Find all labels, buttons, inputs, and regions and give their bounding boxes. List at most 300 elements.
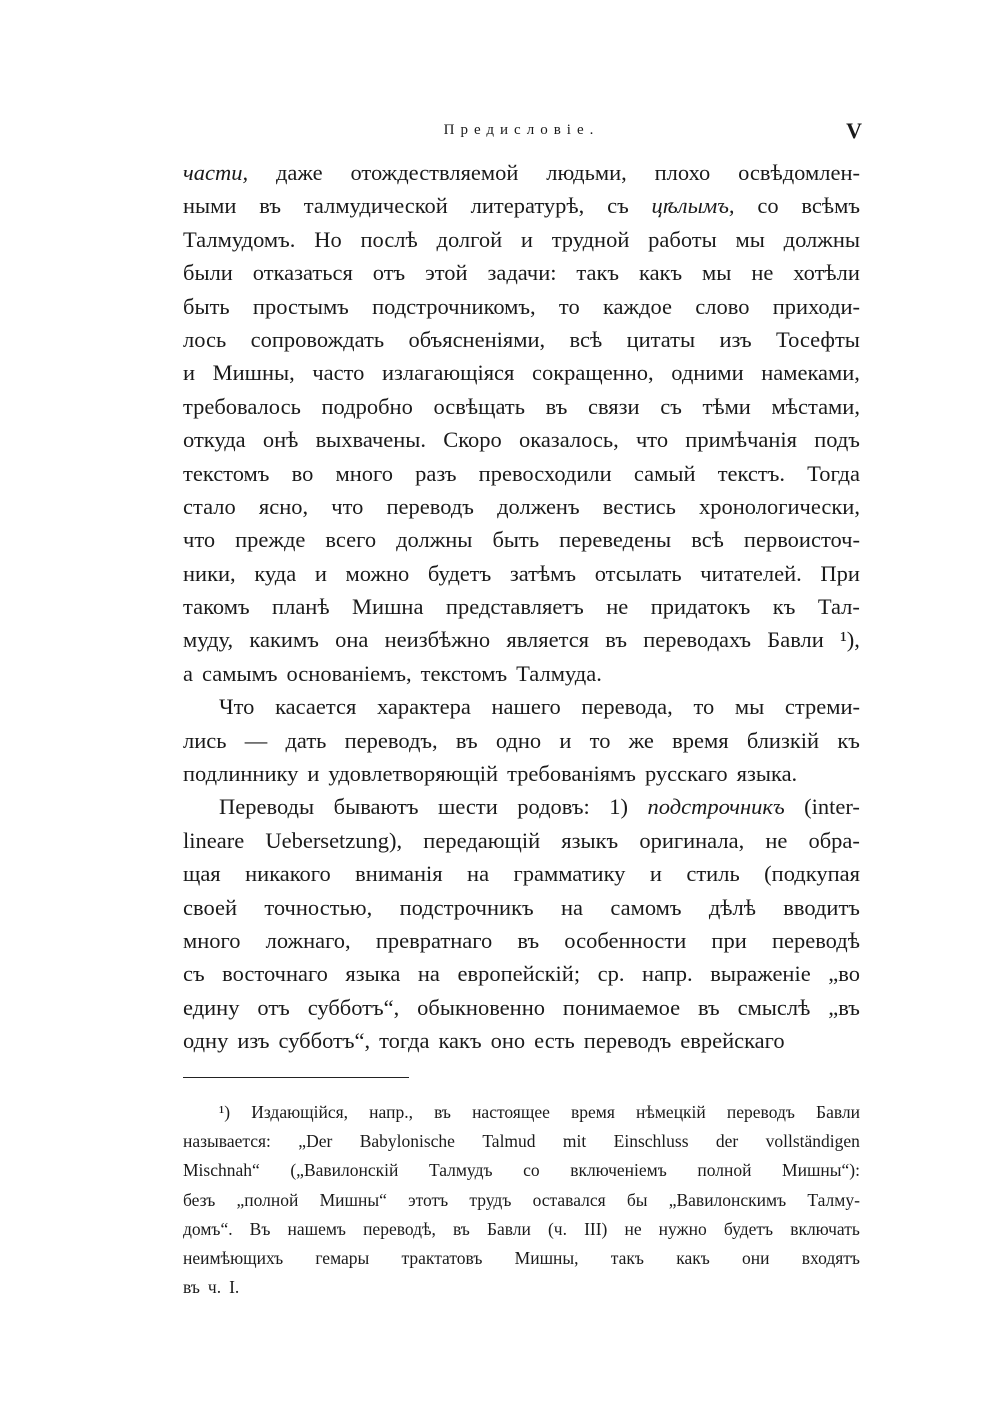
word: текстомъ	[183, 460, 270, 486]
word: понимаемое	[562, 994, 681, 1020]
word: 1)	[609, 794, 629, 820]
word: есть	[534, 1028, 575, 1054]
word: не	[624, 1218, 642, 1239]
word: куда	[254, 560, 297, 586]
text-line	[183, 657, 860, 690]
word: русскаго	[644, 761, 728, 787]
word: Талму-	[807, 1189, 860, 1210]
running-head	[183, 120, 860, 144]
word: mit	[562, 1131, 587, 1152]
word: выхвачены.	[315, 427, 427, 453]
word: самомъ	[610, 894, 682, 920]
word: оно	[490, 1028, 526, 1054]
word: и	[649, 861, 662, 887]
word: мы	[702, 260, 732, 286]
word: Тал-	[817, 594, 860, 620]
word: одними	[671, 360, 744, 386]
word: подробно	[321, 393, 413, 419]
word: —	[244, 727, 268, 753]
word: дать	[285, 727, 327, 753]
word: безъ	[183, 1189, 216, 1210]
word: переводъ,	[344, 727, 438, 753]
word: входятъ	[801, 1247, 860, 1268]
word: простымъ	[252, 293, 349, 319]
word: напр.	[642, 961, 693, 987]
word: то	[693, 694, 715, 720]
text-line	[183, 189, 860, 222]
word: „Вавилонскимъ	[668, 1189, 787, 1210]
word: ясно,	[258, 493, 309, 519]
text-line	[183, 1024, 860, 1057]
word: въ	[605, 627, 627, 653]
word: много	[183, 927, 241, 953]
word: цитаты	[626, 326, 696, 352]
text-line	[183, 790, 860, 823]
word: При	[820, 560, 860, 586]
word: выраженіе	[710, 961, 811, 987]
word: задачи:	[487, 260, 557, 286]
word: Тогда	[807, 460, 860, 486]
word: текстомъ	[420, 660, 508, 686]
word: обыкновенно	[417, 994, 546, 1020]
word: и	[314, 560, 327, 586]
word: языка.	[736, 761, 798, 787]
word: разъ	[415, 460, 457, 486]
word: ники,	[183, 560, 236, 586]
word: субботъ“,	[307, 994, 400, 1020]
text-line	[183, 156, 860, 189]
word: не	[606, 594, 629, 620]
word: передающій	[423, 827, 541, 853]
word: (ч.	[547, 1218, 567, 1239]
word: трактатовъ	[401, 1247, 483, 1268]
word: сокращенно,	[531, 360, 654, 386]
word: цѣлымъ,	[651, 193, 735, 219]
word: они	[742, 1247, 770, 1268]
word: время	[672, 727, 729, 753]
word: первоисточ-	[743, 527, 860, 553]
word: своей	[183, 894, 238, 920]
word: называется:	[183, 1131, 271, 1152]
word: Но	[314, 226, 342, 252]
word: близкій	[746, 727, 820, 753]
text-line	[183, 323, 860, 356]
word: были	[183, 260, 233, 286]
word: хотѣли	[793, 260, 860, 286]
word: „полной	[236, 1189, 299, 1210]
word: нашемъ	[287, 1218, 346, 1239]
word: „Der	[298, 1131, 333, 1152]
text-line	[183, 290, 860, 323]
word: отъ	[372, 260, 406, 286]
word: касается	[275, 694, 357, 720]
word: „во	[828, 961, 860, 987]
word: Талмудъ	[428, 1160, 493, 1181]
word: является	[506, 627, 590, 653]
word: сопровождать	[250, 326, 385, 352]
word: мы	[734, 694, 765, 720]
word: грамматику	[513, 861, 626, 887]
word: подстрочникомъ,	[372, 293, 536, 319]
word: требовалось	[183, 393, 301, 419]
word: подлиннику	[183, 761, 299, 787]
word: бы	[626, 1189, 648, 1210]
text-line	[183, 457, 860, 490]
word: въ	[259, 193, 281, 219]
word: на	[417, 961, 440, 987]
word: литературѣ,	[470, 193, 585, 219]
word: Мишна	[352, 594, 424, 620]
word: нужно	[658, 1218, 707, 1239]
word: восточнаго	[222, 961, 328, 987]
word: и	[307, 761, 320, 787]
word: послѣ	[360, 226, 418, 252]
word: объясненіями,	[408, 326, 546, 352]
word: всѣ	[569, 326, 603, 352]
word: что	[635, 427, 669, 453]
word: Мишны,	[514, 1247, 579, 1268]
word: едину	[183, 994, 240, 1020]
word: III)	[584, 1218, 608, 1239]
word: примѣчанія	[685, 427, 798, 453]
word: самый	[633, 460, 696, 486]
word: трудной	[551, 226, 630, 252]
word: настоящее	[472, 1102, 550, 1122]
word: этотъ	[408, 1189, 449, 1210]
word: ч.	[207, 1277, 222, 1298]
word: читателей.	[700, 560, 802, 586]
word: изъ	[719, 326, 752, 352]
word: такъ	[610, 1247, 644, 1268]
text-line	[183, 557, 860, 590]
word: со	[757, 193, 779, 219]
word: включеніемъ	[570, 1160, 667, 1181]
word: Бавли	[816, 1102, 860, 1122]
word: самымъ	[202, 660, 278, 686]
word: онѣ	[262, 427, 299, 453]
word: даже	[275, 160, 323, 185]
word: людьми,	[546, 160, 627, 185]
text-line	[183, 423, 860, 456]
word: ными	[183, 193, 237, 219]
word: одно	[495, 727, 542, 753]
word: Uebersetzung),	[265, 827, 403, 853]
word: долгой	[436, 226, 503, 252]
word: щая	[183, 861, 221, 887]
word: неимѣющихъ	[183, 1247, 284, 1268]
word: ¹)	[219, 1102, 231, 1122]
word: Переводы	[219, 794, 315, 820]
word: время	[570, 1102, 615, 1122]
word: („Вавилонскій	[290, 1160, 399, 1181]
word: требованіямъ	[507, 761, 636, 787]
word: подстрочникъ	[647, 794, 785, 820]
word: должны	[396, 527, 473, 553]
word: намеками,	[761, 360, 860, 386]
word: Babylonische	[359, 1131, 455, 1152]
word: быть	[183, 293, 230, 319]
word: субботъ“,	[278, 1028, 371, 1054]
word: части,	[183, 160, 249, 185]
word: языкъ	[561, 827, 619, 853]
word: переводѣ	[771, 927, 860, 953]
footnote-line	[183, 1273, 860, 1302]
word: долженъ	[497, 493, 580, 519]
word: въ	[517, 927, 540, 953]
word: связи	[587, 393, 640, 419]
word: и	[559, 727, 572, 753]
word: Мишны“	[319, 1189, 387, 1210]
word: смыслѣ	[737, 994, 811, 1020]
text-line	[183, 590, 860, 623]
word: во	[291, 460, 314, 486]
word: освѣдомлен-	[738, 160, 860, 185]
word: Einschluss	[613, 1131, 689, 1152]
word: отъ	[257, 994, 290, 1020]
word: не	[751, 260, 774, 286]
word: Талмудомъ.	[183, 226, 296, 252]
word: быть	[492, 527, 540, 553]
word: переводъ	[726, 1102, 795, 1122]
text-line	[183, 957, 860, 990]
footnotes	[183, 1098, 860, 1302]
word: не	[765, 827, 788, 853]
word: можно	[345, 560, 410, 586]
word: муду,	[183, 627, 234, 653]
word: обра-	[808, 827, 860, 853]
word: каждое	[602, 293, 673, 319]
word: оригинала,	[639, 827, 745, 853]
word: (подкупая	[764, 861, 860, 887]
text-line	[183, 356, 860, 389]
word: часто	[312, 360, 365, 386]
word: лось	[183, 326, 227, 352]
word: изъ	[237, 1028, 270, 1054]
word: оставался	[532, 1189, 606, 1210]
word: отождествляемой	[350, 160, 519, 185]
word: же	[628, 727, 654, 753]
word: что	[331, 493, 364, 519]
footnote-line	[183, 1156, 860, 1185]
word: при	[711, 927, 747, 953]
word: а	[183, 660, 193, 686]
word: переведены	[559, 527, 672, 553]
word: подъ	[814, 427, 860, 453]
word: стало	[183, 493, 236, 519]
word: прежде	[235, 527, 306, 553]
word: европейскій;	[457, 961, 581, 987]
word: будетъ	[723, 1218, 774, 1239]
text-line	[183, 724, 860, 757]
word: въ	[545, 393, 568, 419]
word: Издающійся,	[251, 1102, 349, 1122]
word: мѣстами,	[771, 393, 860, 419]
word: одну	[183, 1028, 229, 1054]
word: въ	[455, 727, 478, 753]
word: къ	[837, 727, 860, 753]
word: и	[520, 226, 533, 252]
text-line	[183, 623, 860, 656]
word: вестись	[602, 493, 676, 519]
word: будетъ	[427, 560, 492, 586]
word: стреми-	[784, 694, 860, 720]
word: ложнаго,	[265, 927, 351, 953]
text-line	[183, 223, 860, 256]
word: Mischnah“	[183, 1160, 260, 1181]
word: Талмуда.	[516, 660, 602, 686]
word: какимъ	[249, 627, 319, 653]
word: освѣщать	[433, 393, 525, 419]
word: Мишны,	[212, 360, 295, 386]
word: слово	[695, 293, 750, 319]
text-line	[183, 523, 860, 556]
word: тѣми	[702, 393, 751, 419]
word: домъ“.	[183, 1218, 233, 1239]
word: бываютъ	[333, 794, 419, 820]
word: неизбѣжно	[384, 627, 491, 653]
word: der	[715, 1131, 739, 1152]
word: тогда	[379, 1028, 430, 1054]
word: превратнаго	[375, 927, 493, 953]
word: шести	[438, 794, 498, 820]
word: отсылать	[594, 560, 682, 586]
footnote-rule	[183, 1077, 409, 1078]
word: Скоро	[443, 427, 502, 453]
word: (inter-	[804, 794, 860, 820]
word: на	[560, 894, 583, 920]
word: подстрочникъ	[399, 894, 534, 920]
word: полной	[697, 1160, 752, 1181]
word: Въ	[249, 1218, 271, 1239]
word: характера	[376, 694, 471, 720]
word: лись	[183, 727, 227, 753]
text-line	[183, 690, 860, 723]
word: I.	[229, 1277, 240, 1298]
word: талмудической	[303, 193, 448, 219]
word: удовлетворяющій	[328, 761, 499, 787]
text-line	[183, 390, 860, 423]
word: этой	[425, 260, 468, 286]
word: lineare	[183, 827, 245, 853]
word: планѣ	[272, 594, 330, 620]
footnote-line	[183, 1186, 860, 1215]
word: Что	[219, 694, 255, 720]
text-line	[183, 490, 860, 523]
page-number: V	[846, 118, 862, 143]
word: включать	[790, 1218, 860, 1239]
word: никакого	[245, 861, 331, 887]
word: придатокъ	[650, 594, 751, 620]
text-line	[183, 924, 860, 957]
word: превосходили	[478, 460, 612, 486]
text-line	[183, 991, 860, 1024]
word: въ	[452, 1218, 470, 1239]
word: работы	[648, 226, 717, 252]
word: въ	[697, 994, 720, 1020]
word: какъ	[676, 1247, 710, 1268]
word: въ	[183, 1277, 200, 1298]
word: „въ	[828, 994, 860, 1020]
text-line	[183, 256, 860, 289]
word: что	[183, 527, 216, 553]
word: отказаться	[252, 260, 353, 286]
word: къ	[772, 594, 796, 620]
word: всѣ	[691, 527, 724, 553]
word: откуда	[183, 427, 246, 453]
word: мы	[735, 226, 765, 252]
word: Бавли	[486, 1218, 531, 1239]
word: со	[523, 1160, 540, 1181]
word: переводъ	[583, 1028, 672, 1054]
word: такъ	[576, 260, 620, 286]
word: нашего	[491, 694, 561, 720]
word: vollständigen	[765, 1131, 860, 1152]
word: текстъ.	[717, 460, 785, 486]
word: съ	[183, 961, 205, 987]
word: приходи-	[772, 293, 860, 319]
word: въ	[434, 1102, 451, 1122]
word: перевода,	[581, 694, 673, 720]
word: такомъ	[183, 594, 250, 620]
word: переводъ	[386, 493, 474, 519]
word: какъ	[638, 260, 683, 286]
footnote-line	[183, 1244, 860, 1273]
word: гемары	[315, 1247, 370, 1268]
word: вводитъ	[783, 894, 860, 920]
word: трудъ	[469, 1189, 512, 1210]
main-text	[183, 156, 860, 1058]
word: основаніемъ,	[286, 660, 412, 686]
word: всего	[325, 527, 377, 553]
text-line	[183, 857, 860, 890]
word: должны	[783, 226, 860, 252]
footnote-line	[183, 1127, 860, 1156]
word: переводахъ	[643, 627, 752, 653]
word: Мишны“):	[782, 1160, 860, 1181]
word: и	[183, 360, 196, 386]
word: нѣмецкій	[635, 1102, 706, 1122]
word: точностью,	[264, 894, 373, 920]
word: оказалось,	[518, 427, 619, 453]
word: хронологически,	[699, 493, 860, 519]
word: какъ	[438, 1028, 482, 1054]
word: Тосефты	[776, 326, 860, 352]
word: языка	[345, 961, 401, 987]
word: ср.	[597, 961, 625, 987]
word: на	[467, 861, 490, 887]
word: Бавли	[767, 627, 824, 653]
word: переводѣ,	[363, 1218, 436, 1239]
word: особенности	[564, 927, 687, 953]
running-title: Предисловіе.	[443, 122, 600, 138]
text-line	[183, 757, 860, 790]
word: родовъ:	[517, 794, 590, 820]
word: напр.,	[369, 1102, 413, 1122]
word: много	[335, 460, 393, 486]
word: то	[558, 293, 580, 319]
word: то	[589, 727, 611, 753]
text-line	[183, 824, 860, 857]
word: плохо	[654, 160, 711, 185]
word: представляетъ	[445, 594, 584, 620]
word: затѣмъ	[509, 560, 577, 586]
word: стиль	[686, 861, 740, 887]
footnote-line	[183, 1098, 860, 1127]
word: излагающіяся	[381, 360, 515, 386]
word: съ	[660, 393, 682, 419]
word: еврейскаго	[680, 1028, 785, 1054]
footnote-line	[183, 1215, 860, 1244]
